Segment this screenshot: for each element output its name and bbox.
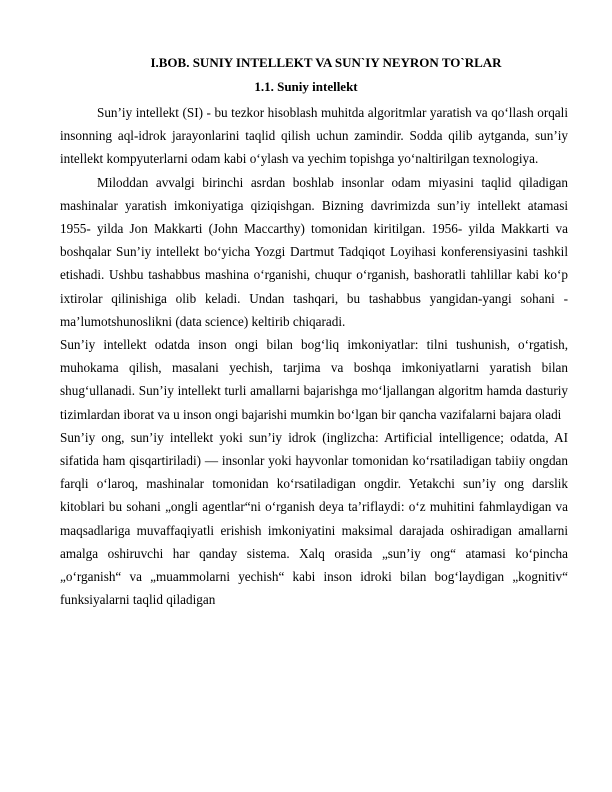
chapter-title: I.BOB. SUNIY INTELLEKT VA SUN`IY NEYRON TO`RLAR bbox=[150, 55, 502, 70]
section-title: 1.1. Suniy intellekt bbox=[254, 79, 358, 94]
body-text bbox=[60, 101, 568, 611]
paragraph-history: Miloddan avvalgi birinchi asrdan boshlab insonlar odam miyasini taqlid qiladigan mashinalar yaratish imkoniyatiga qiziqishgan. Bizning davrimizda sun’iy intellekt atamasi 1955- yilda Jon Makkarti (John Maccarthy) tomonidan kiritilgan. 1956- yilda Makkarti va boshqalar Sun’iy intellekt bo‘yicha Yozgi Dartmut Tadqiqot Loyihasi konferensiyasini tashkil etishadi. Ushbu tashabbus mashina o‘rganishi, chuqur o‘rganish, bashoratli tahlillar kabi ko‘p ixtirolar qilinishiga olib keladi. Undan tashqari, bu tashabbus yangidan-yangi sohani - ma’lumotshunoslikni (data science) keltirib chiqaradi. bbox=[60, 174, 568, 329]
paragraph-capabilities: Sun’iy intellekt odatda inson ongi bilan bog‘liq imkoniyatlar: tilni tushunish, o‘rgatish, muhokama qilish, masalani yechish, tarjima va boshqa imkoniyatlarni yaratish bilan shug‘ullanadi. Sun’iy intellekt turli amallarni bajarishga mo‘ljallangan algoritm hamda dasturiy tizimlardan iborat va u inson ongi bajarishi mumkin bo‘lgan bir qancha vazifalarni bajara oladi bbox=[60, 337, 568, 422]
paragraph-artificial-mind: Sun’iy ong, sun’iy intellekt yoki sun’iy idrok (inglizcha: Artificial intelligence; odatda, AI sifatida ham qisqartiriladi) — insonlar yoki hayvonlar tomonidan ko‘rsatiladigan tabiiy ongdan farqli o‘laroq, mashinalar tomonidan ko‘rsatiladigan ongdir. Yetakchi sun’iy ong darslik kitoblari bu sohani „ongli agentlar“ni o‘rganish deya ta’riflaydi: o‘z muhitini fahmlaydigan va maqsadlariga muvaffaqiyatli erishish imkoniyatini maksimal darajada oshiradigan amallarni amalga oshiruvchi har qanday sistema. Xalq orasida „sun’iy ong“ atamasi ko‘pincha „o‘rganish“ va „muammolarni yechish“ kabi inson idroki bilan bog‘laydigan „kognitiv“ funksiyalarni taqlid qiladigan bbox=[60, 429, 568, 608]
paragraph-definition: Sun’iy intellekt (SI) - bu tezkor hisoblash muhitda algoritmlar yaratish va qo‘llash orqali insonning aql-idrok jarayonlarini taqlid qilish uchun zamindir. Sodda qilib aytganda, sun’iy intellekt kompyuterlarni odam kabi o‘ylash va yechim topishga yo‘naltirilgan texnologiya. bbox=[60, 105, 568, 167]
